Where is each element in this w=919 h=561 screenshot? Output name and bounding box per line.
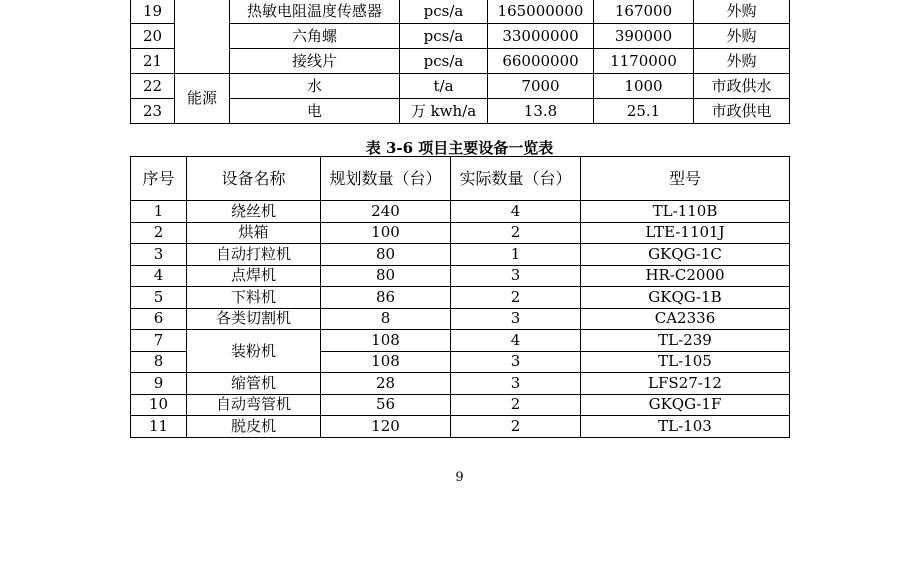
planned-amount: 165000000: [488, 0, 594, 24]
category-cell: [175, 0, 230, 74]
row-number: 10: [131, 394, 187, 416]
equipment-name: 烘箱: [187, 222, 321, 244]
model: TL-103: [581, 416, 790, 438]
model: CA2336: [581, 308, 790, 330]
planned-count: 240: [321, 201, 451, 223]
actual-count: 2: [451, 222, 581, 244]
planned-count: 120: [321, 416, 451, 438]
planned-count: 108: [321, 330, 451, 352]
planned-amount: 7000: [488, 74, 594, 99]
header-actual: 实际数量（台）: [451, 157, 581, 201]
row-number: 21: [131, 49, 175, 74]
row-number: 9: [131, 373, 187, 395]
materials-table: [130, 0, 790, 124]
source: 市政供电: [694, 99, 790, 124]
table-row: [131, 0, 790, 24]
material-name: 接线片: [230, 49, 400, 74]
row-number: 20: [131, 24, 175, 49]
actual-amount: 390000: [594, 24, 694, 49]
table-row: [131, 308, 790, 330]
table-caption: 表 3-6 项目主要设备一览表: [365, 139, 554, 157]
actual-count: 2: [451, 394, 581, 416]
unit: pcs/a: [400, 0, 488, 24]
actual-amount: 1000: [594, 74, 694, 99]
planned-amount: 33000000: [488, 24, 594, 49]
model: GKQG-1B: [581, 287, 790, 309]
model: TL-239: [581, 330, 790, 352]
model: LFS27-12: [581, 373, 790, 395]
planned-count: 56: [321, 394, 451, 416]
header-name: 设备名称: [187, 157, 321, 201]
header-no: 序号: [131, 157, 187, 201]
planned-count: 28: [321, 373, 451, 395]
equipment-name: 装粉机: [187, 330, 321, 373]
model: TL-105: [581, 351, 790, 373]
equipment-name: 下料机: [187, 287, 321, 309]
planned-count: 100: [321, 222, 451, 244]
table-row: [131, 74, 790, 99]
equipment-name: 脱皮机: [187, 416, 321, 438]
row-number: 23: [131, 99, 175, 124]
equipment-name: 缩管机: [187, 373, 321, 395]
table-header-row: [131, 157, 790, 201]
model: LTE-1101J: [581, 222, 790, 244]
equipment-name: 绕丝机: [187, 201, 321, 223]
table-row: [131, 394, 790, 416]
table-row: [131, 265, 790, 287]
equipment-name: 点焊机: [187, 265, 321, 287]
row-number: 22: [131, 74, 175, 99]
category-energy: 能源: [175, 74, 230, 124]
equipment-name: 自动弯管机: [187, 394, 321, 416]
actual-count: 4: [451, 201, 581, 223]
material-name: 六角螺: [230, 24, 400, 49]
table-row: [131, 24, 790, 49]
model: TL-110B: [581, 201, 790, 223]
row-number: 4: [131, 265, 187, 287]
table-row: [131, 416, 790, 438]
actual-count: 3: [451, 265, 581, 287]
actual-count: 2: [451, 416, 581, 438]
equipment-table: [130, 156, 790, 438]
planned-count: 8: [321, 308, 451, 330]
unit: pcs/a: [400, 24, 488, 49]
source: 外购: [694, 0, 790, 24]
row-number: 7: [131, 330, 187, 352]
planned-count: 108: [321, 351, 451, 373]
row-number: 5: [131, 287, 187, 309]
actual-count: 3: [451, 351, 581, 373]
table-row: [131, 244, 790, 266]
planned-amount: 66000000: [488, 49, 594, 74]
header-model: 型号: [581, 157, 790, 201]
table-row: [131, 49, 790, 74]
row-number: 11: [131, 416, 187, 438]
row-number: 1: [131, 201, 187, 223]
actual-amount: 167000: [594, 0, 694, 24]
source: 外购: [694, 24, 790, 49]
actual-amount: 1170000: [594, 49, 694, 74]
table-row: [131, 373, 790, 395]
material-name: 电: [230, 99, 400, 124]
row-number: 19: [131, 0, 175, 24]
table-row: [131, 99, 790, 124]
material-name: 水: [230, 74, 400, 99]
planned-count: 80: [321, 244, 451, 266]
actual-count: 1: [451, 244, 581, 266]
actual-count: 3: [451, 308, 581, 330]
table-row: [131, 222, 790, 244]
source: 市政供水: [694, 74, 790, 99]
planned-count: 80: [321, 265, 451, 287]
material-name: 热敏电阻温度传感器: [230, 0, 400, 24]
model: GKQG-1F: [581, 394, 790, 416]
header-planned: 规划数量（台）: [321, 157, 451, 201]
row-number: 2: [131, 222, 187, 244]
table-row: [131, 287, 790, 309]
actual-amount: 25.1: [594, 99, 694, 124]
planned-amount: 13.8: [488, 99, 594, 124]
row-number: 8: [131, 351, 187, 373]
planned-count: 86: [321, 287, 451, 309]
table-row: [131, 330, 790, 352]
unit: pcs/a: [400, 49, 488, 74]
model: GKQG-1C: [581, 244, 790, 266]
table-row: [131, 201, 790, 223]
actual-count: 3: [451, 373, 581, 395]
source: 外购: [694, 49, 790, 74]
actual-count: 2: [451, 287, 581, 309]
equipment-name: 各类切割机: [187, 308, 321, 330]
equipment-name: 自动打粒机: [187, 244, 321, 266]
unit: t/a: [400, 74, 488, 99]
model: HR-C2000: [581, 265, 790, 287]
page-number: 9: [455, 470, 464, 485]
row-number: 3: [131, 244, 187, 266]
actual-count: 4: [451, 330, 581, 352]
row-number: 6: [131, 308, 187, 330]
unit: 万 kwh/a: [400, 99, 488, 124]
